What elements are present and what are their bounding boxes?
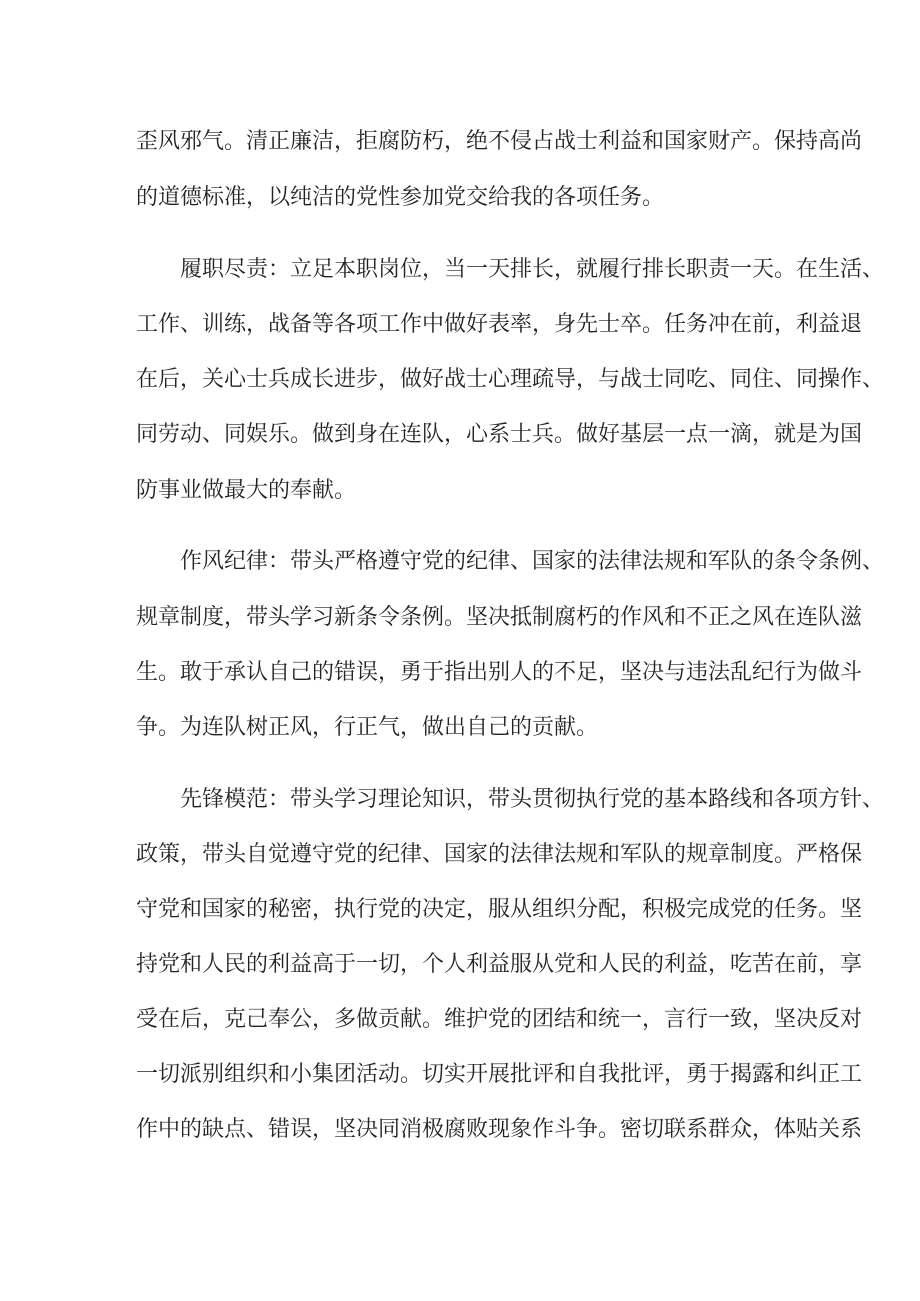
- paragraph-line: 一切派别组织和小集团活动。切实开展批评和自我批评，勇于揭露和纠正工: [136, 1062, 863, 1087]
- paragraph-line: 守党和国家的秘密，执行党的决定，服从组织分配，积极完成党的任务。坚: [136, 897, 863, 922]
- paragraph-line: 争。为连队树正风，行正气，做出自己的贡献。: [136, 715, 599, 740]
- paragraph-line: 持党和人民的利益高于一切，个人利益服从党和人民的利益，吃苦在前，享: [136, 952, 863, 977]
- paragraph-line: 生。敢于承认自己的错误，勇于指出别人的不足，坚决与违法乱纪行为做斗: [136, 660, 863, 685]
- paragraph-line: 同劳动、同娱乐。做到身在连队，心系士兵。做好基层一点一滴，就是为国: [136, 422, 863, 447]
- paragraph-line: 歪风邪气。清正廉洁，拒腐防朽，绝不侵占战士利益和国家财产。保持高尚: [136, 129, 863, 154]
- paragraph-line: 作风纪律：带头严格遵守党的纪律、国家的法律法规和军队的条令条例、: [180, 549, 885, 574]
- paragraph-line: 作中的缺点、错误，坚决同消极腐败现象作斗争。密切联系群众，体贴关系: [136, 1117, 863, 1142]
- paragraph-line: 政策，带头自觉遵守党的纪律、国家的法律法规和军队的规章制度。严格保: [136, 842, 863, 867]
- paragraph-line: 工作、训练，战备等各项工作中做好表率，身先士卒。任务冲在前，利益退: [136, 312, 863, 337]
- paragraph-line: 的道德标准，以纯洁的党性参加党交给我的各项任务。: [136, 185, 665, 210]
- paragraph-line: 规章制度，带头学习新条令条例。坚决抵制腐朽的作风和不正之风在连队滋: [136, 605, 863, 630]
- paragraph-line: 受在后，克己奉公，多做贡献。维护党的团结和统一，言行一致，坚决反对: [136, 1007, 863, 1032]
- paragraph-line: 防事业做最大的奉献。: [136, 478, 357, 503]
- paragraph-line: 在后，关心士兵成长进步，做好战士心理疏导，与战士同吃、同住、同操作、: [136, 367, 885, 392]
- paragraph-line: 先锋模范：带头学习理论知识，带头贯彻执行党的基本路线和各项方针、: [180, 787, 885, 812]
- paragraph-line: 履职尽责：立足本职岗位，当一天排长，就履行排长职责一天。在生活、: [180, 257, 885, 282]
